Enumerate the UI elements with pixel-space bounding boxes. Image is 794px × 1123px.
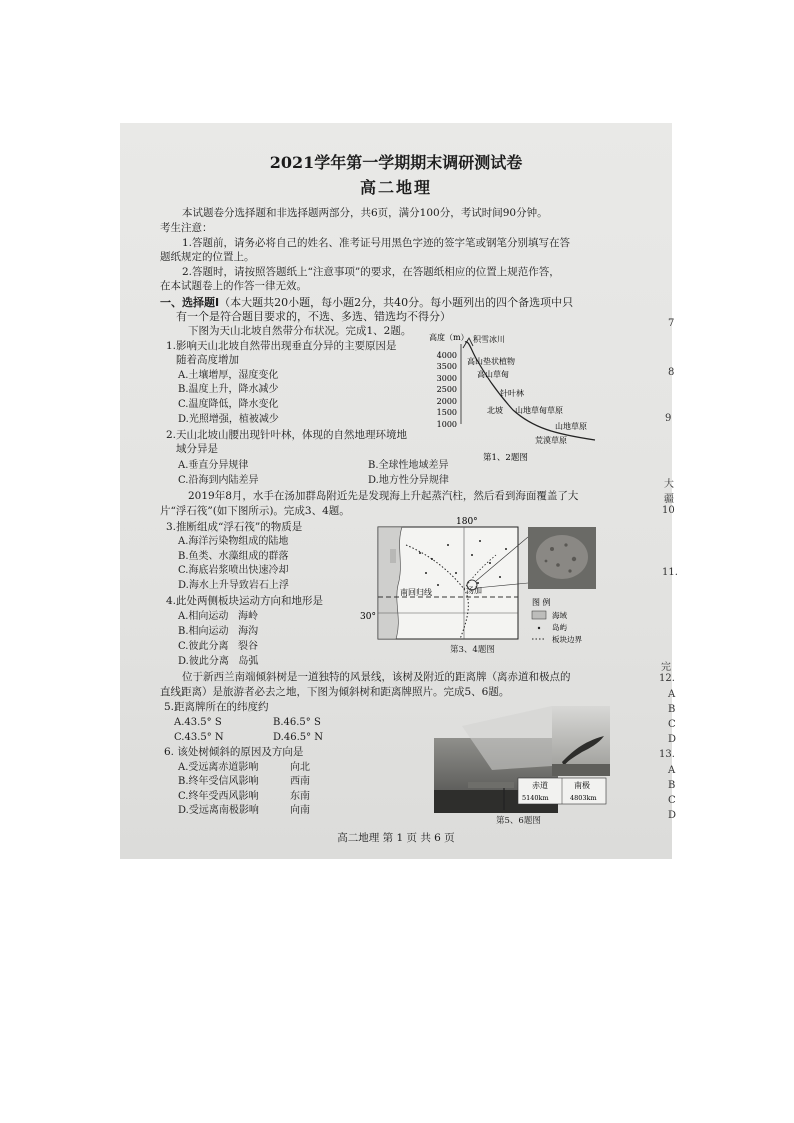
edge-fragment-13a: A	[668, 765, 676, 776]
fig34-latitude: 30°	[360, 612, 376, 622]
fig12-tick-3500: 3500	[436, 362, 457, 371]
fig12-tick-4000: 4000	[436, 351, 457, 360]
edge-fragment-7: 7	[668, 318, 675, 329]
q4a-landform: 海岭	[237, 611, 258, 622]
q2-option-a: A.垂直分异规律	[178, 460, 249, 471]
section-1-desc: （本大题共20小题，每小题2分，共40分。每小题列出的四个备选项中只	[219, 296, 574, 309]
notice-1b: 题纸规定的位置上。	[160, 251, 255, 263]
edge-fragment-jiang: 疆	[664, 494, 674, 505]
fig12-zone-desert-steppe: 荒漠草原	[535, 436, 567, 445]
pumice-rock	[536, 535, 588, 579]
fig12-tick-1000: 1000	[436, 420, 457, 429]
question-6-stem: 6. 该处树倾斜的原因及方向是	[164, 746, 304, 758]
question-3-stem: 3.推断组成“浮石筏”的物质是	[166, 521, 303, 533]
group-1-intro: 下图为天山北坡自然带分布状况。完成1、2题。	[188, 325, 412, 337]
fig12-zone-meadow: 高山草甸	[477, 370, 509, 379]
q4c-motion: C.彼此分离	[178, 641, 229, 652]
notice-label: 考生注意：	[160, 222, 213, 234]
intro-line: 本试题卷分选择题和非选择题两部分，共6页，满分100分，考试时间90分钟。	[182, 207, 548, 219]
edge-fragment-10: 10	[662, 505, 675, 516]
question-1-stem: 1.影响天山北坡自然带出现垂直分异的主要原因是	[166, 340, 397, 352]
altitude-zone-figure	[425, 330, 605, 465]
q3-option-a: A.海洋污染物组成的陆地	[178, 536, 289, 547]
group-2-intro: 2019年8月，水手在汤加群岛附近先是发现海上升起蒸汽柱，然后看到海面覆盖了大	[188, 490, 579, 502]
q4-option-a	[178, 610, 258, 623]
fig34-legend-sea-swatch	[532, 611, 546, 619]
question-1-stem-2: 随着高度增加	[176, 354, 239, 366]
fig34-caption: 第3、4题图	[450, 645, 495, 655]
fig34-tropic-label: 南回归线	[400, 588, 432, 597]
photographed-exam-page	[120, 123, 675, 859]
edge-fragment-13: 13.	[659, 749, 675, 760]
page-footer: 高二地理 第 1 页 共 6 页	[337, 832, 455, 844]
q3-option-d: D.海水上升导致岩石上浮	[178, 580, 289, 591]
edge-fragment-12a: A	[668, 689, 676, 700]
leaning-tree-figure	[432, 706, 612, 816]
fig34-legend-island-swatch	[538, 627, 540, 629]
q2-option-d: D.地方性分异规律	[368, 475, 449, 486]
group-3-intro: 位于新西兰南端倾斜树是一道独特的风景线，该树及附近的距离牌（离赤道和极点的	[182, 671, 571, 683]
exam-title: 2021学年第一学期期末调研测试卷	[269, 153, 523, 172]
q1-option-b: B.温度上升，降水减少	[178, 384, 279, 395]
fig12-ylabel: 高度（m）	[429, 333, 469, 342]
q6d-direction: 向南	[290, 805, 310, 816]
q3-option-c: C.海底岩浆喷出快速冷却	[178, 565, 289, 576]
edge-fragment-11: 11.	[662, 567, 678, 578]
q6-option-c	[178, 790, 310, 803]
question-4-stem: 4.此处两侧板块运动方向和地形是	[166, 595, 324, 607]
q4a-motion: A.相向运动	[178, 611, 229, 622]
sign-equator-label: 赤道	[532, 781, 548, 790]
edge-fragment-9: 9	[665, 413, 672, 424]
edge-fragment-12b: B	[668, 704, 676, 715]
group-2-intro-2: 片“浮石筏”(如下图所示)。完成3、4题。	[160, 505, 350, 517]
fig12-caption: 第1、2题图	[483, 453, 528, 463]
q6a-reason: A.受远离赤道影响	[178, 762, 259, 773]
fig34-legend-sea: 海域	[552, 611, 567, 620]
q6b-direction: 西南	[290, 776, 310, 787]
edge-fragment-12c: C	[668, 719, 676, 730]
edge-fragment-13d: D	[668, 810, 677, 821]
q1-option-c: C.温度降低，降水变化	[178, 399, 279, 410]
fig34-island-block	[390, 549, 396, 563]
q4b-landform: 海沟	[238, 626, 259, 637]
q6b-reason: B.终年受信风影响	[178, 776, 259, 787]
fig34-legend-island: 岛屿	[552, 623, 567, 632]
edge-fragment-wan: 完	[661, 662, 671, 673]
q4d-landform: 岛弧	[238, 656, 259, 667]
fig34-legend-boundary: 板块边界	[552, 635, 582, 644]
edge-fragment-13c: C	[668, 795, 676, 806]
q6a-direction: 向北	[290, 762, 310, 773]
q3-option-b: B.鱼类、水藻组成的群落	[178, 551, 289, 562]
q5-option-b: B.46.5° S	[273, 717, 321, 728]
sign-southpole-distance: 4803km	[570, 794, 597, 802]
q2-option-b: B.全球性地域差异	[368, 460, 449, 471]
fig12-tick-1500: 1500	[436, 408, 457, 417]
section-1-desc-2: 有一个是符合题目要求的，不选、多选、错选均不得分）	[176, 310, 451, 323]
q4c-landform: 裂谷	[238, 641, 259, 652]
fig34-longitude: 180°	[456, 517, 478, 527]
fig12-zone-conifer: 针叶林	[500, 389, 524, 398]
q1-option-d: D.光照增强，植被减少	[178, 414, 279, 425]
edge-fragment-13b: B	[668, 780, 676, 791]
section-1-heading: 一、选择题Ⅰ	[160, 296, 220, 309]
sign-equator-distance: 5140km	[522, 794, 549, 802]
q5-option-a: A.43.5° S	[174, 717, 222, 728]
question-5-stem: 5.距离牌所在的纬度约	[164, 701, 269, 713]
tonga-map-figure	[360, 515, 598, 653]
fig12-zone-meadow-steppe: 山地草甸草原	[515, 406, 563, 415]
fig12-tick-3000: 3000	[436, 374, 457, 383]
fig34-tonga-label: 汤加	[466, 586, 482, 595]
q4-option-d	[178, 655, 258, 668]
exam-subject: 高二地理	[359, 178, 432, 197]
fig34-landmass	[378, 527, 402, 639]
question-2-stem-2: 域分异是	[176, 443, 218, 455]
section-1-header	[160, 296, 573, 309]
q6c-direction: 东南	[290, 791, 310, 802]
notice-2a: 2.答题时，请按照答题纸上“注意事项”的要求，在答题纸相应的位置上规范作答，	[182, 266, 560, 278]
q4b-motion: B.相向运动	[178, 626, 229, 637]
q6c-reason: C.终年受西风影响	[178, 791, 259, 802]
edge-fragment-8: 8	[668, 367, 675, 378]
edge-fragment-12: 12.	[659, 673, 675, 684]
fig12-tick-2500: 2500	[436, 385, 457, 394]
group-3-intro-2: 直线距离）是旅游者必去之地，下图为倾斜树和距离牌照片。完成5、6题。	[160, 686, 510, 698]
q5-option-c: C.43.5° N	[174, 732, 224, 743]
fig12-zone-steppe: 山地草原	[555, 422, 587, 431]
q6-option-a	[178, 761, 310, 774]
fig12-slope-label: 北坡	[487, 406, 503, 415]
q5-option-d: D.46.5° N	[273, 732, 324, 743]
q6d-reason: D.受远离南极影响	[178, 805, 259, 816]
fig56-caption: 第5、6题图	[496, 816, 541, 826]
tree-photo-ground	[552, 764, 610, 776]
fig12-zone-cushion: 高山垫状植物	[467, 357, 515, 366]
q4-option-c	[178, 640, 258, 653]
edge-fragment-12d: D	[668, 734, 677, 745]
notice-1a: 1.答题前，请务必将自己的姓名、准考证号用黑色字迹的签字笔或钢笔分别填写在答	[182, 237, 571, 249]
q2-option-c: C.沿海到内陆差异	[178, 475, 259, 486]
q4d-motion: D.彼此分离	[178, 656, 229, 667]
q4-option-b	[178, 625, 258, 638]
q1-option-a: A.土壤增厚，湿度变化	[178, 370, 279, 381]
q6-option-d	[178, 804, 310, 817]
question-2-stem: 2.天山北坡山腰出现针叶林，体现的自然地理环境地	[166, 429, 408, 441]
fig12-zone-glacier: 积雪冰川	[473, 335, 505, 344]
fig34-legend-title: 图 例	[532, 598, 551, 607]
sign-southpole-label: 南极	[574, 781, 590, 790]
q6-option-b	[178, 775, 310, 788]
edge-fragment-da: 大	[664, 479, 674, 490]
sign-board	[468, 782, 514, 788]
fig12-tick-2000: 2000	[436, 397, 457, 406]
notice-2b: 在本试题卷上的作答一律无效。	[160, 280, 307, 292]
